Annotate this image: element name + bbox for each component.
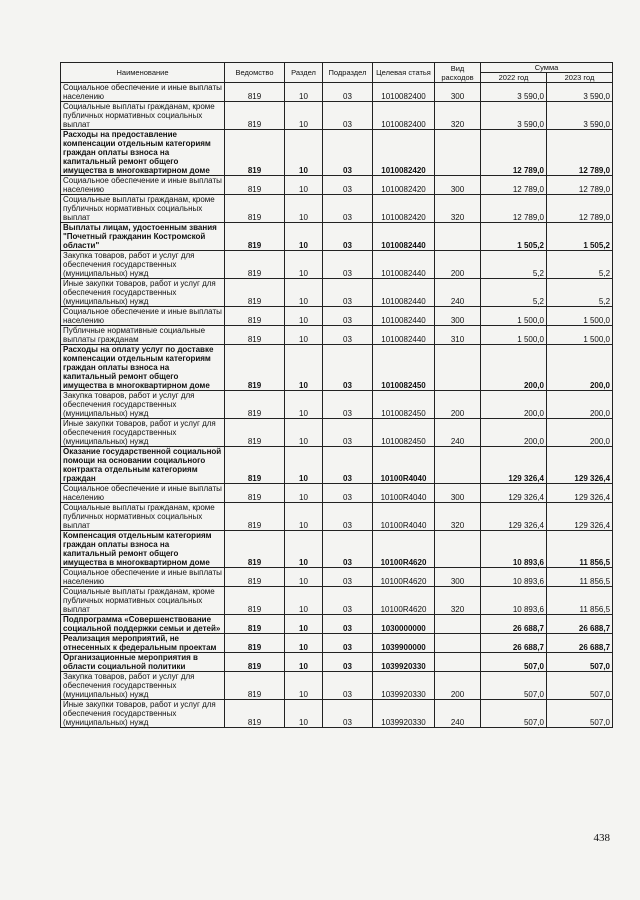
cell-section: 10 bbox=[285, 672, 323, 700]
cell-2023: 26 688,7 bbox=[547, 615, 613, 634]
cell-target: 1039920330 bbox=[373, 653, 435, 672]
page-number: 438 bbox=[593, 832, 610, 844]
cell-name: Социальное обеспечение и иные выплаты населению bbox=[61, 484, 225, 503]
table-row bbox=[61, 279, 613, 307]
cell-name: Социальные выплаты гражданам, кроме публичных нормативных социальных выплат bbox=[61, 102, 225, 130]
cell-dept: 819 bbox=[225, 653, 285, 672]
cell-subsection: 03 bbox=[323, 391, 373, 419]
cell-section: 10 bbox=[285, 503, 323, 531]
cell-2022: 26 688,7 bbox=[481, 634, 547, 653]
cell-2023: 200,0 bbox=[547, 391, 613, 419]
cell-subsection: 03 bbox=[323, 568, 373, 587]
cell-2022: 129 326,4 bbox=[481, 503, 547, 531]
header-year-2023: 2023 год bbox=[547, 73, 613, 83]
cell-2022: 200,0 bbox=[481, 419, 547, 447]
cell-name: Оказание государственной социальной помощи на основании социального контракта отдельным категориям граждан bbox=[61, 447, 225, 484]
cell-section: 10 bbox=[285, 326, 323, 345]
cell-target: 1010082440 bbox=[373, 307, 435, 326]
table-row bbox=[61, 251, 613, 279]
cell-section: 10 bbox=[285, 176, 323, 195]
cell-name: Социальные выплаты гражданам, кроме публичных нормативных социальных выплат bbox=[61, 503, 225, 531]
cell-2023: 200,0 bbox=[547, 419, 613, 447]
cell-2022: 200,0 bbox=[481, 345, 547, 391]
cell-2023: 1 500,0 bbox=[547, 326, 613, 345]
cell-2023: 12 789,0 bbox=[547, 176, 613, 195]
cell-section: 10 bbox=[285, 279, 323, 307]
cell-target: 10100R4040 bbox=[373, 447, 435, 484]
cell-name: Социальное обеспечение и иные выплаты населению bbox=[61, 568, 225, 587]
cell-section: 10 bbox=[285, 615, 323, 634]
cell-section: 10 bbox=[285, 634, 323, 653]
table-row bbox=[61, 503, 613, 531]
cell-section: 10 bbox=[285, 391, 323, 419]
cell-section: 10 bbox=[285, 653, 323, 672]
cell-name: Социальные выплаты гражданам, кроме публичных нормативных социальных выплат bbox=[61, 587, 225, 615]
cell-target: 1010082400 bbox=[373, 102, 435, 130]
cell-2022: 507,0 bbox=[481, 653, 547, 672]
cell-2023: 5,2 bbox=[547, 251, 613, 279]
table-row bbox=[61, 345, 613, 391]
cell-2022: 26 688,7 bbox=[481, 615, 547, 634]
cell-exp-type: 300 bbox=[435, 83, 481, 102]
cell-2023: 3 590,0 bbox=[547, 102, 613, 130]
cell-target: 1039900000 bbox=[373, 634, 435, 653]
table-row bbox=[61, 391, 613, 419]
cell-name: Иные закупки товаров, работ и услуг для обеспечения государственных (муниципальных) нужд bbox=[61, 419, 225, 447]
cell-2022: 1 505,2 bbox=[481, 223, 547, 251]
cell-2022: 5,2 bbox=[481, 251, 547, 279]
cell-exp-type: 300 bbox=[435, 307, 481, 326]
cell-subsection: 03 bbox=[323, 531, 373, 568]
table-row bbox=[61, 130, 613, 176]
cell-subsection: 03 bbox=[323, 251, 373, 279]
cell-2022: 507,0 bbox=[481, 672, 547, 700]
cell-subsection: 03 bbox=[323, 634, 373, 653]
table-row bbox=[61, 672, 613, 700]
cell-name: Расходы на предоставление компенсации отдельным категориям граждан оплаты взноса на капитальный ремонт общего имущества в многоквартирном доме bbox=[61, 130, 225, 176]
cell-section: 10 bbox=[285, 700, 323, 728]
header-dept: Ведомство bbox=[225, 63, 285, 83]
table-row bbox=[61, 195, 613, 223]
cell-target: 1030000000 bbox=[373, 615, 435, 634]
cell-dept: 819 bbox=[225, 195, 285, 223]
cell-2023: 12 789,0 bbox=[547, 195, 613, 223]
cell-target: 1010082440 bbox=[373, 279, 435, 307]
cell-target: 10100R4040 bbox=[373, 503, 435, 531]
cell-dept: 819 bbox=[225, 83, 285, 102]
cell-subsection: 03 bbox=[323, 700, 373, 728]
cell-target: 10100R4620 bbox=[373, 587, 435, 615]
cell-subsection: 03 bbox=[323, 176, 373, 195]
cell-dept: 819 bbox=[225, 176, 285, 195]
cell-section: 10 bbox=[285, 130, 323, 176]
cell-subsection: 03 bbox=[323, 195, 373, 223]
cell-section: 10 bbox=[285, 484, 323, 503]
cell-section: 10 bbox=[285, 102, 323, 130]
table-row bbox=[61, 83, 613, 102]
cell-exp-type bbox=[435, 345, 481, 391]
cell-target: 1010082440 bbox=[373, 251, 435, 279]
cell-2023: 1 505,2 bbox=[547, 223, 613, 251]
cell-section: 10 bbox=[285, 568, 323, 587]
cell-subsection: 03 bbox=[323, 345, 373, 391]
cell-name: Выплаты лицам, удостоенным звания "Почетный гражданин Костромской области" bbox=[61, 223, 225, 251]
cell-2023: 26 688,7 bbox=[547, 634, 613, 653]
cell-dept: 819 bbox=[225, 251, 285, 279]
cell-subsection: 03 bbox=[323, 307, 373, 326]
cell-dept: 819 bbox=[225, 700, 285, 728]
cell-2023: 1 500,0 bbox=[547, 307, 613, 326]
cell-subsection: 03 bbox=[323, 484, 373, 503]
cell-name: Закупка товаров, работ и услуг для обеспечения государственных (муниципальных) нужд bbox=[61, 251, 225, 279]
table-row bbox=[61, 326, 613, 345]
table-row bbox=[61, 223, 613, 251]
cell-target: 1039920330 bbox=[373, 672, 435, 700]
cell-exp-type: 240 bbox=[435, 700, 481, 728]
table-row bbox=[61, 615, 613, 634]
cell-2022: 507,0 bbox=[481, 700, 547, 728]
cell-section: 10 bbox=[285, 195, 323, 223]
cell-target: 10100R4620 bbox=[373, 531, 435, 568]
cell-exp-type bbox=[435, 130, 481, 176]
cell-dept: 819 bbox=[225, 345, 285, 391]
cell-2023: 5,2 bbox=[547, 279, 613, 307]
cell-name: Социальное обеспечение и иные выплаты населению bbox=[61, 307, 225, 326]
cell-name: Организационные мероприятия в области социальной политики bbox=[61, 653, 225, 672]
table-row bbox=[61, 176, 613, 195]
cell-target: 1010082420 bbox=[373, 130, 435, 176]
cell-exp-type: 300 bbox=[435, 484, 481, 503]
cell-name: Иные закупки товаров, работ и услуг для обеспечения государственных (муниципальных) нужд bbox=[61, 279, 225, 307]
cell-2023: 129 326,4 bbox=[547, 503, 613, 531]
cell-2023: 3 590,0 bbox=[547, 83, 613, 102]
cell-name: Социальное обеспечение и иные выплаты населению bbox=[61, 83, 225, 102]
header-year-2022: 2022 год bbox=[481, 73, 547, 83]
cell-dept: 819 bbox=[225, 484, 285, 503]
cell-2023: 11 856,5 bbox=[547, 568, 613, 587]
cell-dept: 819 bbox=[225, 279, 285, 307]
cell-2022: 3 590,0 bbox=[481, 83, 547, 102]
cell-subsection: 03 bbox=[323, 653, 373, 672]
cell-exp-type: 240 bbox=[435, 419, 481, 447]
cell-subsection: 03 bbox=[323, 223, 373, 251]
cell-section: 10 bbox=[285, 307, 323, 326]
cell-2022: 200,0 bbox=[481, 391, 547, 419]
cell-subsection: 03 bbox=[323, 102, 373, 130]
table-row bbox=[61, 634, 613, 653]
cell-exp-type: 240 bbox=[435, 279, 481, 307]
cell-dept: 819 bbox=[225, 130, 285, 176]
cell-dept: 819 bbox=[225, 615, 285, 634]
cell-section: 10 bbox=[285, 447, 323, 484]
cell-exp-type: 200 bbox=[435, 251, 481, 279]
cell-name: Реализация мероприятий, не отнесенных к федеральным проектам bbox=[61, 634, 225, 653]
cell-dept: 819 bbox=[225, 503, 285, 531]
cell-target: 10100R4040 bbox=[373, 484, 435, 503]
cell-section: 10 bbox=[285, 531, 323, 568]
cell-2022: 1 500,0 bbox=[481, 326, 547, 345]
cell-target: 1010082440 bbox=[373, 223, 435, 251]
cell-2023: 12 789,0 bbox=[547, 130, 613, 176]
table-header bbox=[61, 63, 613, 83]
cell-dept: 819 bbox=[225, 419, 285, 447]
cell-subsection: 03 bbox=[323, 326, 373, 345]
header-target: Целевая статья bbox=[373, 63, 435, 83]
table-row bbox=[61, 447, 613, 484]
table-row bbox=[61, 653, 613, 672]
cell-exp-type bbox=[435, 531, 481, 568]
cell-section: 10 bbox=[285, 345, 323, 391]
table-row bbox=[61, 307, 613, 326]
cell-exp-type: 300 bbox=[435, 176, 481, 195]
cell-dept: 819 bbox=[225, 672, 285, 700]
cell-section: 10 bbox=[285, 587, 323, 615]
cell-name: Закупка товаров, работ и услуг для обеспечения государственных (муниципальных) нужд bbox=[61, 672, 225, 700]
cell-exp-type: 320 bbox=[435, 195, 481, 223]
cell-exp-type: 200 bbox=[435, 391, 481, 419]
budget-table bbox=[60, 62, 613, 728]
cell-dept: 819 bbox=[225, 447, 285, 484]
cell-section: 10 bbox=[285, 251, 323, 279]
cell-2023: 507,0 bbox=[547, 653, 613, 672]
cell-name: Социальное обеспечение и иные выплаты населению bbox=[61, 176, 225, 195]
cell-target: 1010082440 bbox=[373, 326, 435, 345]
cell-name: Социальные выплаты гражданам, кроме публичных нормативных социальных выплат bbox=[61, 195, 225, 223]
cell-dept: 819 bbox=[225, 391, 285, 419]
cell-2022: 129 326,4 bbox=[481, 484, 547, 503]
cell-exp-type bbox=[435, 634, 481, 653]
cell-target: 1010082420 bbox=[373, 176, 435, 195]
cell-name: Компенсация отдельным категориям граждан оплаты взноса на капитальный ремонт общего имущества в многоквартирном доме bbox=[61, 531, 225, 568]
cell-2023: 507,0 bbox=[547, 700, 613, 728]
cell-exp-type: 320 bbox=[435, 503, 481, 531]
cell-exp-type: 320 bbox=[435, 587, 481, 615]
cell-2022: 3 590,0 bbox=[481, 102, 547, 130]
cell-exp-type bbox=[435, 653, 481, 672]
cell-target: 1010082400 bbox=[373, 83, 435, 102]
cell-2022: 12 789,0 bbox=[481, 176, 547, 195]
cell-subsection: 03 bbox=[323, 672, 373, 700]
header-exp-type: Вид расходов bbox=[435, 63, 481, 83]
header-section: Раздел bbox=[285, 63, 323, 83]
cell-2022: 1 500,0 bbox=[481, 307, 547, 326]
cell-subsection: 03 bbox=[323, 130, 373, 176]
cell-name: Расходы на оплату услуг по доставке компенсации отдельным категориям граждан оплаты взноса на капитальный ремонт общего имущества в многоквартирном доме bbox=[61, 345, 225, 391]
table-row bbox=[61, 700, 613, 728]
cell-dept: 819 bbox=[225, 307, 285, 326]
cell-exp-type bbox=[435, 223, 481, 251]
cell-exp-type: 310 bbox=[435, 326, 481, 345]
cell-name: Подпрограмма «Совершенствование социальной поддержки семьи и детей» bbox=[61, 615, 225, 634]
cell-dept: 819 bbox=[225, 568, 285, 587]
cell-2023: 507,0 bbox=[547, 672, 613, 700]
cell-dept: 819 bbox=[225, 223, 285, 251]
cell-dept: 819 bbox=[225, 587, 285, 615]
header-sum: Сумма bbox=[481, 63, 613, 73]
cell-exp-type bbox=[435, 615, 481, 634]
cell-2022: 10 893,6 bbox=[481, 531, 547, 568]
header-subsection: Подраздел bbox=[323, 63, 373, 83]
cell-section: 10 bbox=[285, 419, 323, 447]
cell-target: 1010082450 bbox=[373, 345, 435, 391]
table-row bbox=[61, 102, 613, 130]
table-row bbox=[61, 531, 613, 568]
cell-subsection: 03 bbox=[323, 83, 373, 102]
cell-subsection: 03 bbox=[323, 279, 373, 307]
cell-2022: 12 789,0 bbox=[481, 130, 547, 176]
cell-2022: 129 326,4 bbox=[481, 447, 547, 484]
cell-2022: 10 893,6 bbox=[481, 568, 547, 587]
table-row bbox=[61, 484, 613, 503]
cell-target: 1039920330 bbox=[373, 700, 435, 728]
table-row bbox=[61, 568, 613, 587]
table-row bbox=[61, 419, 613, 447]
cell-exp-type: 200 bbox=[435, 672, 481, 700]
cell-2023: 11 856,5 bbox=[547, 531, 613, 568]
cell-section: 10 bbox=[285, 83, 323, 102]
cell-name: Закупка товаров, работ и услуг для обеспечения государственных (муниципальных) нужд bbox=[61, 391, 225, 419]
cell-subsection: 03 bbox=[323, 447, 373, 484]
cell-subsection: 03 bbox=[323, 587, 373, 615]
cell-2023: 129 326,4 bbox=[547, 447, 613, 484]
cell-2022: 5,2 bbox=[481, 279, 547, 307]
cell-2023: 200,0 bbox=[547, 345, 613, 391]
table-body bbox=[61, 83, 613, 728]
table-row bbox=[61, 587, 613, 615]
cell-name: Иные закупки товаров, работ и услуг для обеспечения государственных (муниципальных) нужд bbox=[61, 700, 225, 728]
cell-exp-type bbox=[435, 447, 481, 484]
cell-target: 1010082450 bbox=[373, 391, 435, 419]
cell-dept: 819 bbox=[225, 634, 285, 653]
cell-target: 1010082450 bbox=[373, 419, 435, 447]
cell-dept: 819 bbox=[225, 531, 285, 568]
cell-target: 10100R4620 bbox=[373, 568, 435, 587]
cell-2023: 11 856,5 bbox=[547, 587, 613, 615]
cell-target: 1010082420 bbox=[373, 195, 435, 223]
cell-name: Публичные нормативные социальные выплаты гражданам bbox=[61, 326, 225, 345]
cell-2022: 10 893,6 bbox=[481, 587, 547, 615]
cell-exp-type: 320 bbox=[435, 102, 481, 130]
cell-subsection: 03 bbox=[323, 419, 373, 447]
cell-section: 10 bbox=[285, 223, 323, 251]
cell-exp-type: 300 bbox=[435, 568, 481, 587]
cell-dept: 819 bbox=[225, 102, 285, 130]
cell-dept: 819 bbox=[225, 326, 285, 345]
header-name: Наименование bbox=[61, 63, 225, 83]
cell-2023: 129 326,4 bbox=[547, 484, 613, 503]
cell-subsection: 03 bbox=[323, 615, 373, 634]
cell-2022: 12 789,0 bbox=[481, 195, 547, 223]
cell-subsection: 03 bbox=[323, 503, 373, 531]
